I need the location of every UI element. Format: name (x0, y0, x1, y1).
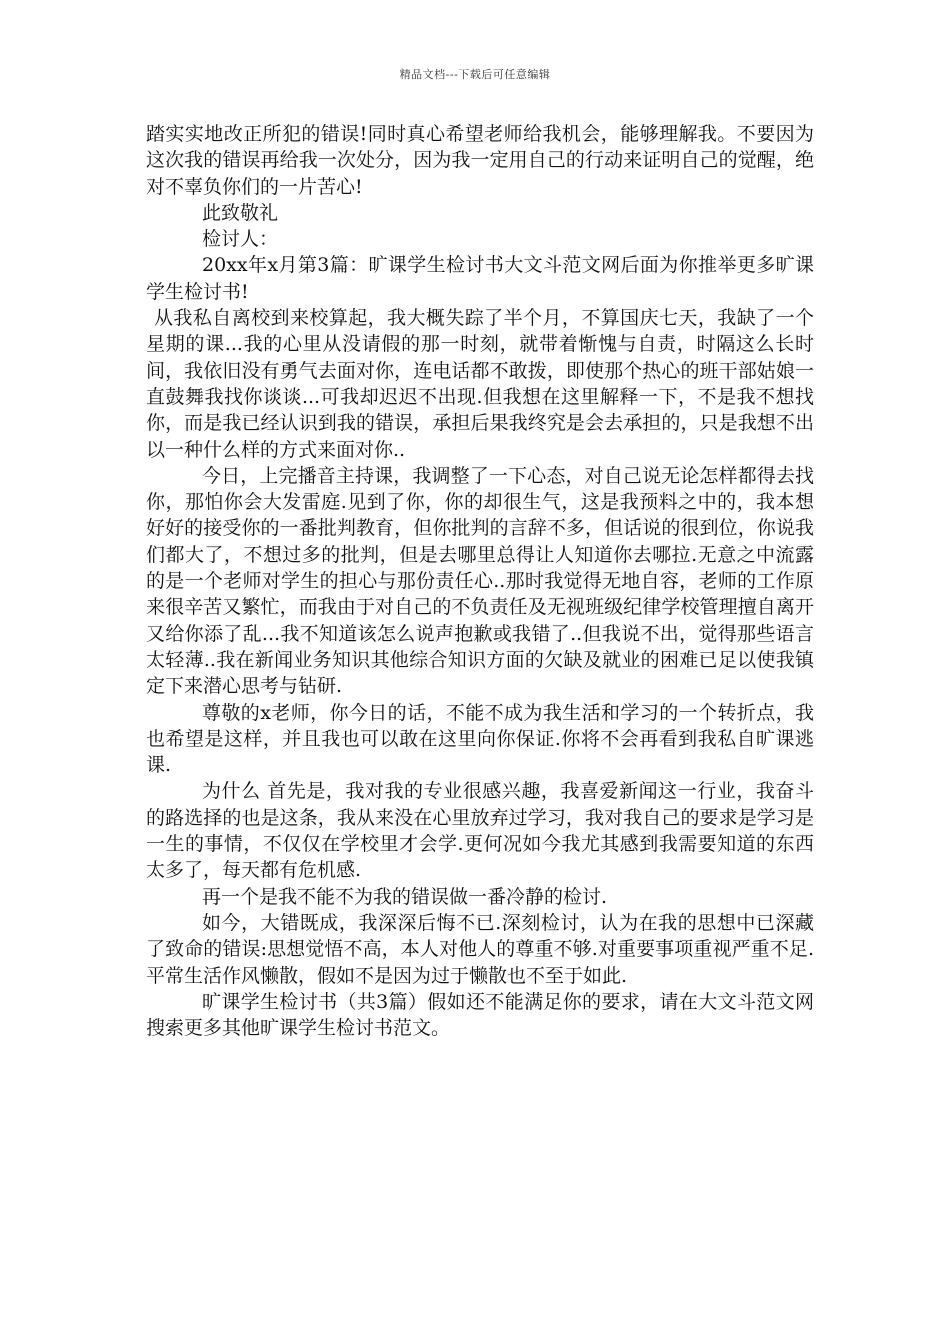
paragraph-section-title: 20xx年x月第3篇：旷课学生检讨书大文斗范文网后面为你推举更多旷课学生检讨书! (146, 254, 814, 303)
document-body (146, 121, 814, 1041)
paragraph-body: 如今，大错既成，我深深后悔不已.深刻检讨，认为在我的思想中已深藏了致命的错误:思想觉悟不高，本人对他人的尊重不够.对重要事项重视严重不足.平常生活作风懒散，假如不是因为过于懒散也不至于如此. (146, 911, 814, 987)
paragraph-body: 为什么 首先是，我对我的专业很感兴趣，我喜爱新闻这一行业，我奋斗的路选择的也是这条，我从来没在心里放弃过学习，我对我自己的要求是学习是一生的事情，不仅仅在学校里才会学.更何况如今我尤其感到我需要知道的东西太多了，每天都有危机感. (146, 780, 814, 882)
paragraph-body: 从我私自离校到来校算起，我大概失踪了半个月，不算国庆七天，我缺了一个星期的课...我的心里从没请假的那一时刻，就带着惭愧与自责，时隔这么长时间，我依旧没有勇气去面对你，连电话都不敢拨，即使那个热心的班干部姑娘一直鼓舞我找你谈谈...可我却迟迟不出现.但我想在这里解释一下，不是我不想找你，而是我已经认识到我的错误，承担后果我终究是会去承担的，只是我想不出以一种什么样的方式来面对你.. (146, 307, 814, 461)
page-header: 精品文档---下载后可任意编辑 (399, 68, 551, 81)
paragraph-body: 今日，上完播音主持课，我调整了一下心态，对自己说无论怎样都得去找你，那怕你会大发雷庭.见到了你，你的却很生气，这是我预料之中的，我本想好好的接受你的一番批判教育，但你批判的言辞不多，但话说的很到位，你说我们都大了，不想过多的批判，但是去哪里总得让人知道你去哪拉.无意之中流露的是一个老师对学生的担心与那份责任心..那时我觉得无地自容，老师的工作原来很辛苦又繁忙，而我由于对自己的不负责任及无视班级纪律学校管理擅自离开又给你添了乱...我不知道该怎么说声抱歉或我错了..但我说不出，觉得那些语言太轻薄..我在新闻业务知识其他综合知识方面的欠缺及就业的困难已足以使我镇定下来潜心思考与钻研. (146, 464, 814, 698)
paragraph-signature: 检讨人： (202, 228, 279, 251)
paragraph-body: 再一个是我不能不为我的错误做一番冷静的检讨. (202, 885, 608, 908)
paragraph-body: 尊敬的x老师，你今日的话，不能不成为我生活和学习的一个转折点，我也希望是这样，并且我也可以敢在这里向你保证.你将不会再看到我私自旷课逃课. (146, 701, 814, 777)
paragraph-closing: 旷课学生检讨书（共3篇）假如还不能满足你的要求，请在大文斗范文网搜索更多其他旷课学生检讨书范文。 (146, 990, 814, 1040)
paragraph-salutation: 此致敬礼 (202, 201, 279, 224)
paragraph-continuation: 踏实实地改正所犯的错误!同时真心希望老师给我机会，能够理解我。不要因为这次我的错误再给我一次处分，因为我一定用自己的行动来证明自己的觉醒，绝对不辜负你们的一片苦心! (146, 123, 814, 198)
